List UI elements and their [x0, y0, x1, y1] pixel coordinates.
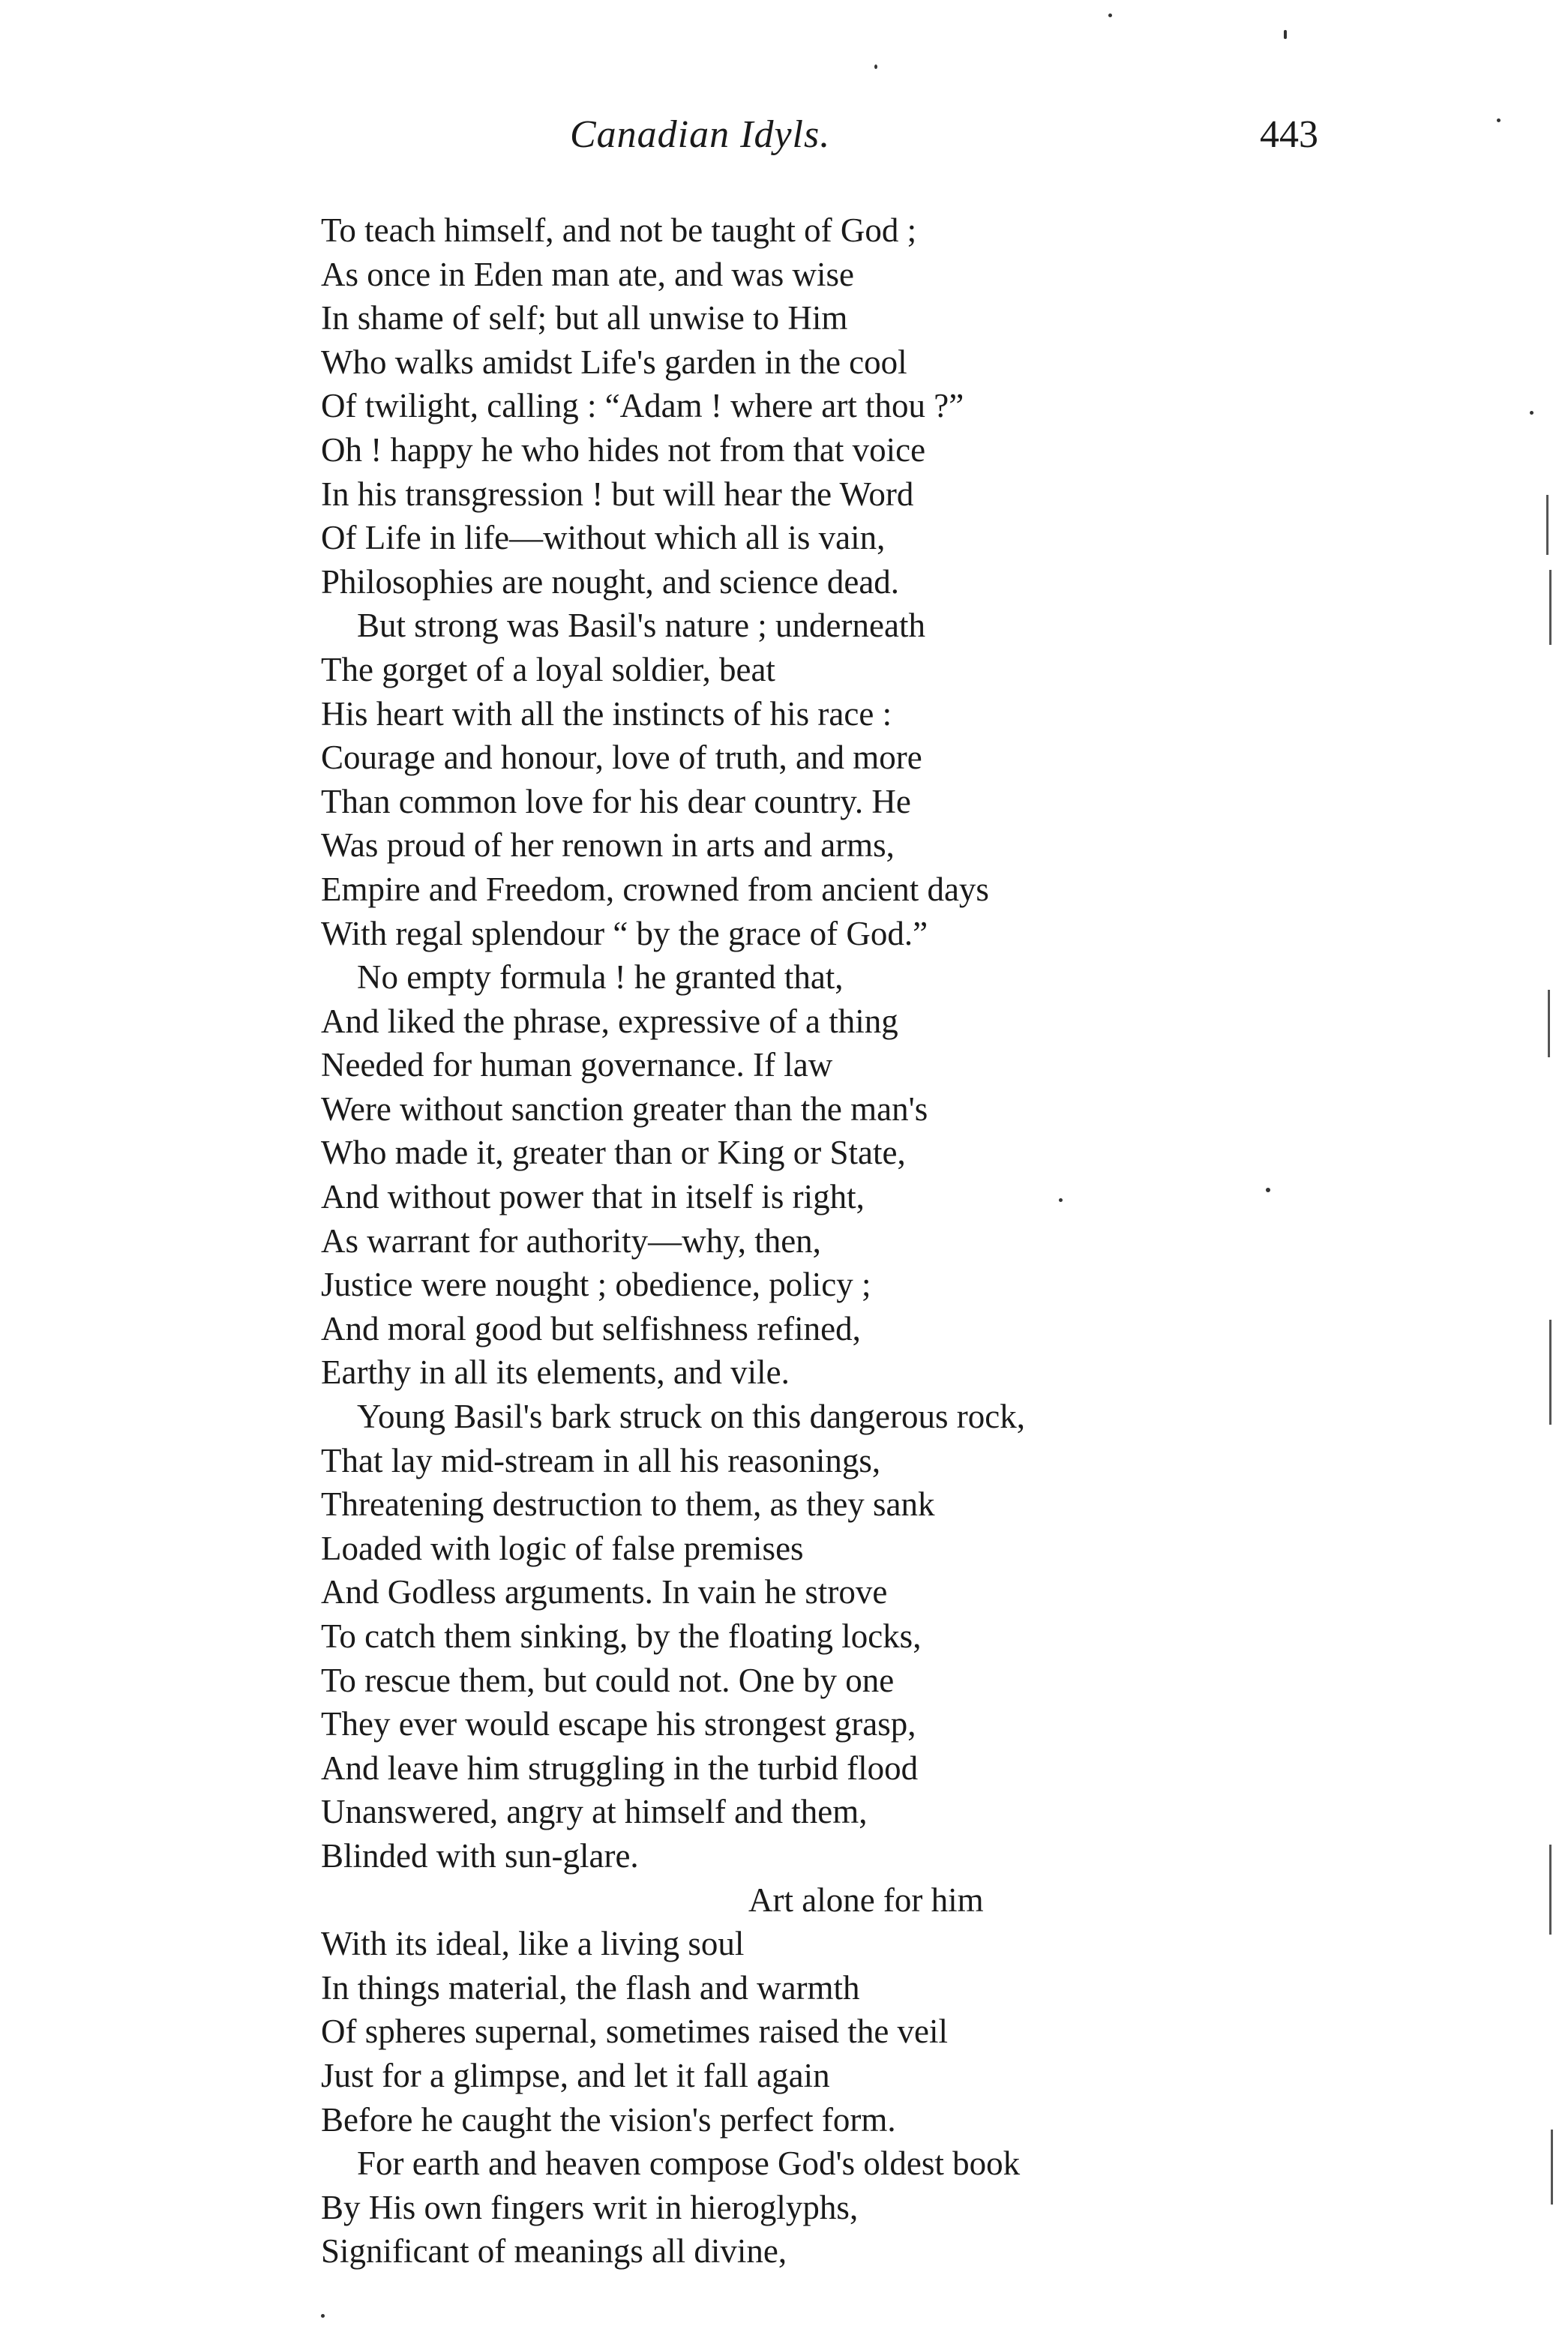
poem-line: In things material, the flash and warmth [321, 1968, 860, 2007]
scan-edge-mark [1549, 1320, 1552, 1425]
scan-edge-mark [1546, 495, 1549, 555]
poem-line: Was proud of her renown in arts and arms, [321, 826, 895, 865]
scan-edge-mark [1548, 990, 1550, 1057]
poem-line: Were without sanction greater than the man's [321, 1090, 928, 1128]
poem-line: No empty formula ! he granted that, [357, 958, 844, 997]
scan-speck [1108, 13, 1112, 17]
poem-text [321, 208, 1371, 2274]
poem-line: Courage and honour, love of truth, and more [321, 739, 922, 777]
poem-line: Unanswered, angry at himself and them, [321, 1793, 868, 1831]
poem-line: Significant of meanings all divine, [321, 2232, 787, 2271]
poem-line: To catch them sinking, by the floating locks, [321, 1617, 922, 1655]
poem-line: Who walks amidst Life's garden in the cool [321, 343, 907, 381]
poem-line: In shame of self; but all unwise to Him [321, 299, 848, 337]
poem-line: Of twilight, calling : “Adam ! where art thou ?” [321, 387, 964, 425]
poem-line: Needed for human governance. If law [321, 1046, 833, 1084]
poem-line: Just for a glimpse, and let it fall again [321, 2056, 830, 2094]
poem-line: But strong was Basil's nature ; underneath [357, 607, 925, 645]
poem-line: Oh ! happy he who hides not from that voice [321, 430, 926, 469]
poem-line: The gorget of a loyal soldier, beat [321, 650, 775, 688]
poem-line: Philosophies are nought, and science dead. [321, 562, 900, 601]
poem-line: His heart with all the instincts of his race : [321, 694, 892, 733]
scan-speck [1530, 411, 1534, 415]
poem-line: In his transgression ! but will hear the Word [321, 475, 914, 513]
poem-line: To teach himself, and not be taught of God ; [321, 211, 917, 249]
poem-line: For earth and heaven compose God's oldest book [357, 2145, 1021, 2183]
scan-edge-mark [1549, 570, 1552, 645]
running-title: Canadian Idyls. [570, 113, 831, 156]
poem-line: Threatening destruction to them, as they sank [321, 1485, 935, 1524]
scan-speck [874, 64, 877, 69]
scan-speck [321, 2314, 325, 2318]
poem-line: That lay mid-stream in all his reasonings, [321, 1441, 881, 1479]
poem-line: Loaded with logic of false premises [321, 1529, 804, 1567]
poem-line: And liked the phrase, expressive of a thing [321, 1002, 898, 1040]
scan-edge-mark [1551, 2130, 1553, 2205]
poem-line: Earthy in all its elements, and vile. [321, 1353, 790, 1392]
poem-line: Art alone for him [748, 1881, 984, 1919]
scan-edge-mark [1549, 1845, 1552, 1935]
poem-line: And moral good but selfishness refined, [321, 1309, 861, 1347]
poem-line: And without power that in itself is right, [321, 1178, 865, 1216]
scan-speck [1059, 1198, 1063, 1202]
scan-speck [1266, 1188, 1270, 1192]
poem-line: They ever would escape his strongest grasp, [321, 1705, 916, 1743]
poem-line: Who made it, greater than or King or State, [321, 1134, 906, 1172]
scan-speck [1497, 118, 1501, 122]
poem-line: Blinded with sun-glare. [321, 1836, 639, 1875]
poem-line: With regal splendour “ by the grace of God.” [321, 914, 928, 952]
poem-line: To rescue them, but could not. One by one [321, 1661, 895, 1699]
poem-line: By His own fingers writ in hieroglyphs, [321, 2188, 859, 2226]
poem-line: Young Basil's bark struck on this dangerous rock, [357, 1398, 1025, 1436]
poem-line: As once in Eden man ate, and was wise [321, 255, 855, 293]
poem-line: Before he caught the vision's perfect form. [321, 2100, 896, 2139]
poem-line: Of spheres supernal, sometimes raised the veil [321, 2013, 949, 2051]
poem-line: With its ideal, like a living soul [321, 1925, 745, 1963]
poem-line: As warrant for authority—why, then, [321, 1221, 821, 1260]
poem-line: And leave him struggling in the turbid flood [321, 1749, 919, 1787]
poem-line: And Godless arguments. In vain he strove [321, 1573, 888, 1611]
running-head [0, 112, 1568, 172]
scan-speck [1284, 30, 1287, 39]
poem-line: Empire and Freedom, crowned from ancient days [321, 870, 989, 908]
page-number: 443 [1260, 113, 1318, 156]
poem-line: Than common love for his dear country. He [321, 782, 911, 820]
poem-line: Justice were nought ; obedience, policy ; [321, 1266, 871, 1304]
poem-line: Of Life in life—without which all is vain, [321, 519, 886, 557]
